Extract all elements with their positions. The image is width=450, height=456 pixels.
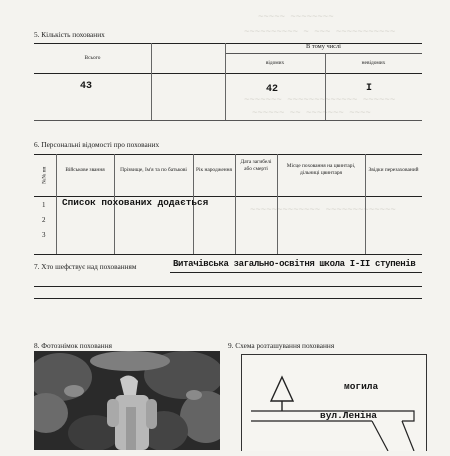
monument-symbol bbox=[271, 377, 293, 401]
table-rule bbox=[365, 154, 366, 254]
form-line bbox=[34, 298, 422, 299]
known-count: 42 bbox=[266, 84, 279, 95]
header-death-date: Дата загибелі або смерті bbox=[240, 159, 272, 172]
header-total: Всього bbox=[84, 55, 101, 61]
header-included: В тому числі bbox=[306, 43, 341, 50]
table-rule bbox=[277, 154, 278, 254]
row-number: 2 bbox=[42, 216, 46, 224]
form-line bbox=[170, 272, 422, 273]
table-rule bbox=[34, 154, 422, 155]
bleed-through-text: ~~~~~~~ ~~~~~~~~~~~~~ ~~~~~~ bbox=[244, 95, 396, 105]
table-rule bbox=[225, 53, 422, 54]
section7-title: 7. Хто шефствує над похованням bbox=[34, 262, 137, 271]
table-rule bbox=[225, 43, 226, 120]
table-rule bbox=[34, 120, 422, 121]
header-number: №№ пп bbox=[41, 166, 48, 184]
header-known: відомих bbox=[265, 60, 285, 66]
location-scheme-drawing bbox=[242, 355, 426, 451]
row-number: 3 bbox=[42, 231, 46, 239]
street-label: вул.Леніна bbox=[320, 410, 378, 421]
total-count: 43 bbox=[80, 81, 93, 92]
header-full-name: Прізвище, Ім'я та по батькові bbox=[120, 167, 187, 173]
bleed-through-text: ~~~~~~~~~~ ~ ~~~ ~~~~~~~~~~~ bbox=[244, 27, 396, 37]
memorial-statue-photo bbox=[34, 351, 220, 450]
header-rank: Військове звання bbox=[65, 167, 105, 173]
section8-title: 8. Фотознімок поховання bbox=[34, 341, 112, 350]
header-reburied-from: Звідки перезахований bbox=[368, 167, 419, 173]
header-birth-year: Рік народження bbox=[195, 167, 232, 173]
row-number: 1 bbox=[42, 201, 46, 209]
section9-title: 9. Схема розташування поховання bbox=[228, 341, 335, 350]
section6-title: 6. Персональні відомості про похованих bbox=[34, 140, 160, 149]
patron-organization: Витачівська загально-освітня школа I-II ступенів bbox=[173, 259, 416, 269]
unknown-count: I bbox=[366, 83, 373, 94]
table-rule bbox=[151, 43, 152, 120]
header-unknown: невідомих bbox=[361, 60, 386, 66]
bleed-through-text: ~~~~~~~~~~~~~ ~~~~~~~~~~~~~ bbox=[250, 205, 396, 215]
burial-photo bbox=[34, 351, 220, 450]
table-rule bbox=[56, 154, 57, 254]
location-scheme bbox=[241, 354, 427, 451]
bleed-through-text: ~~~~~~ ~~ ~~~~~~~ ~~~~ bbox=[252, 108, 371, 118]
table-rule bbox=[34, 254, 422, 255]
burial-list-note: Список похованих додається bbox=[62, 197, 209, 208]
form-line bbox=[34, 286, 422, 287]
bleed-through-text: ~~~~~ ~~~~~~~~ bbox=[258, 12, 334, 22]
header-burial-place: Місце поховання на цвинтарі, дільниці цвинтаря bbox=[286, 163, 356, 176]
table-rule bbox=[34, 73, 422, 74]
section5-title: 5. Кількість похованих bbox=[34, 30, 105, 39]
grave-label: могила bbox=[344, 381, 379, 392]
